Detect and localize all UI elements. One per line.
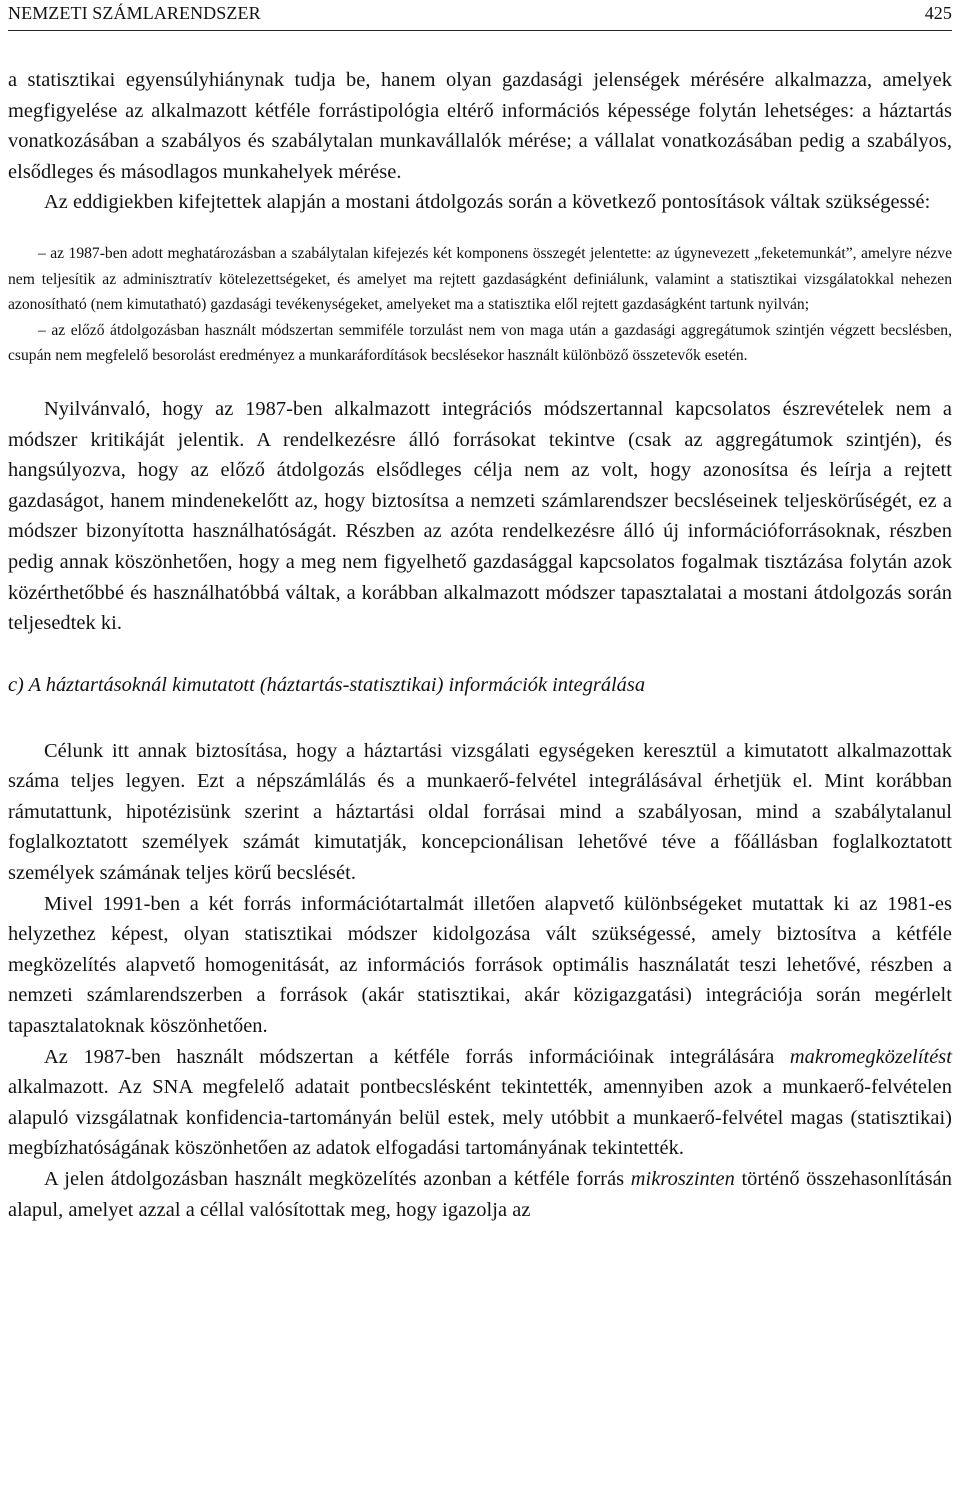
paragraph-7-start: A jelen átdolgozásban használt megközelítés azonban a kétféle forrás (44, 1168, 631, 1190)
paragraph-6-emphasis: makromegközelítést (789, 1045, 952, 1068)
paragraph-7-rest: történő összehasonlításán alapul, amelyet azzal a céllal valósítottak meg, hogy igazolja az (8, 1168, 952, 1221)
paragraph-4: Célunk itt annak biztosítása, hogy a háztartási vizsgálati egységeken keresztül a kimutatott alkalmazottak száma teljes legyen. Ezt a népszámlálás és a munkaerő-felvétel integrálásával érhetjük el. Mint korábban rámutattunk, hipotézisünk szerint a háztartási oldal forrásai mind a szabályosan, mind a szabálytalanul foglalkoztatott személyek számát kimutatják, koncepcionálisan lehetővé téve a főállásban foglalkoztatott személyek számának teljes körű becslését. (8, 739, 952, 885)
paragraph-1: a statisztikai egyensúlyhiánynak tudja be, hanem olyan gazdasági jelenségek mérésére alkalmazza, amelyek megfigyelése az alkalmazott kétféle forrástipológia eltérő információs képessége folytán lehetséges: a háztartás vonatkozásában a szabályos és szabálytalan munkavállalók mérése; a vállalat vonatkozásában pedig a szabályos, elsődleges és másodlagos munkahelyek mérése. (8, 69, 952, 183)
running-header (8, 0, 952, 31)
document-page (8, 0, 952, 1225)
list-item-2: – az előző átdolgozásban használt módszertan semmiféle torzulást nem von maga után a gazdasági aggregátumok szintjén végzett becslésben, csupán nem megfelelő besorolást eredményez a munkaráfordítások becslésekor használt különböző összetevők esetén. (8, 321, 952, 365)
paragraph-3: Nyilvánvaló, hogy az 1987-ben alkalmazott integrációs módszertannal kapcsolatos észrevételek nem a módszer kritikáját jelentik. A rendelkezésre álló forrásokat tekintve (csak az aggregátumok szintjén), és hangsúlyozva, hogy az előző átdolgozás elsődleges célja nem az volt, hogy azonosítsa és leírja a rejtett gazdaságot, hanem mindenekelőtt az, hogy biztosítsa a nemzeti számlarendszer becsléseinek teljeskörűségét, ez a módszer bizonyította használhatóságát. Részben az azóta rendelkezésre álló új információforrásoknak, részben pedig annak köszönhetően, hogy a meg nem figyelhető gazdasággal kapcsolatos fogalmak tisztázása folytán azok közérthetőbbé és használhatóbbá váltak, a korábban alkalmazott módszer tapasztalatai a mostani átdolgozás során teljesedtek ki. (8, 397, 952, 635)
running-title: NEMZETI SZÁMLARENDSZER (8, 3, 261, 23)
page-number: 425 (924, 3, 952, 23)
paragraph-6-rest: alkalmazott. Az SNA megfelelő adatait pontbecslésként tekintették, amennyiben azok a munkaerő-felvételen alapuló vizsgálatnak konfidencia-tartományán belül estek, mely utóbbit a munkaerő-felvétel magas (statisztikai) megbízhatóságának köszönhetően az adatok elfogadási tartományának tekintették. (8, 1076, 952, 1160)
paragraph-6-start: Az 1987-ben használt módszertan a kétféle forrás információinak integrálására (44, 1045, 790, 1068)
paragraph-6 (8, 1042, 952, 1164)
paragraph-7-emphasis: mikroszinten (630, 1168, 735, 1190)
paragraph-5: Mivel 1991-ben a két forrás információtartalmát illetően alapvető különbségeket mutattak ki az 1981-es helyzethez képest, olyan statisztikai módszer kidolgozása vált szükségessé, amely biztosítva a kétféle megközelítés alapvető homogenitását, az információs források optimális használatát teszi lehetővé, részben a nemzeti számlarendszerben a források (akár statisztikai, akár közigazgatási) integrációja során megérlelt tapasztalatoknak köszönhetően. (8, 892, 952, 1038)
list-item-1: – az 1987-ben adott meghatározásban a szabálytalan kifejezés két komponens összegét jelentette: az úgynevezett „feketemunkát”, amelyre nézve nem teljesítik az adminisztratív kötelezettségeket, és amelyet ma rejtett gazdaságként definiálunk, valamint a statisztikai vizsgálatokkal nehezen azonosítható (nem kimutatható) gazdasági tevékenységeket, amelyeket ma a statisztika elől rejtett gazdaságként tartunk nyilván; (8, 244, 952, 314)
section-heading-c: c) A háztartásoknál kimutatott (háztartás-statisztikai) információk integrálása (8, 673, 646, 696)
bullet-list (8, 241, 952, 369)
paragraph-7 (8, 1164, 952, 1225)
paragraph-2: Az eddigiekben kifejtettek alapján a mostani átdolgozás során a következő pontosítások váltak szükségessé: (44, 191, 931, 214)
